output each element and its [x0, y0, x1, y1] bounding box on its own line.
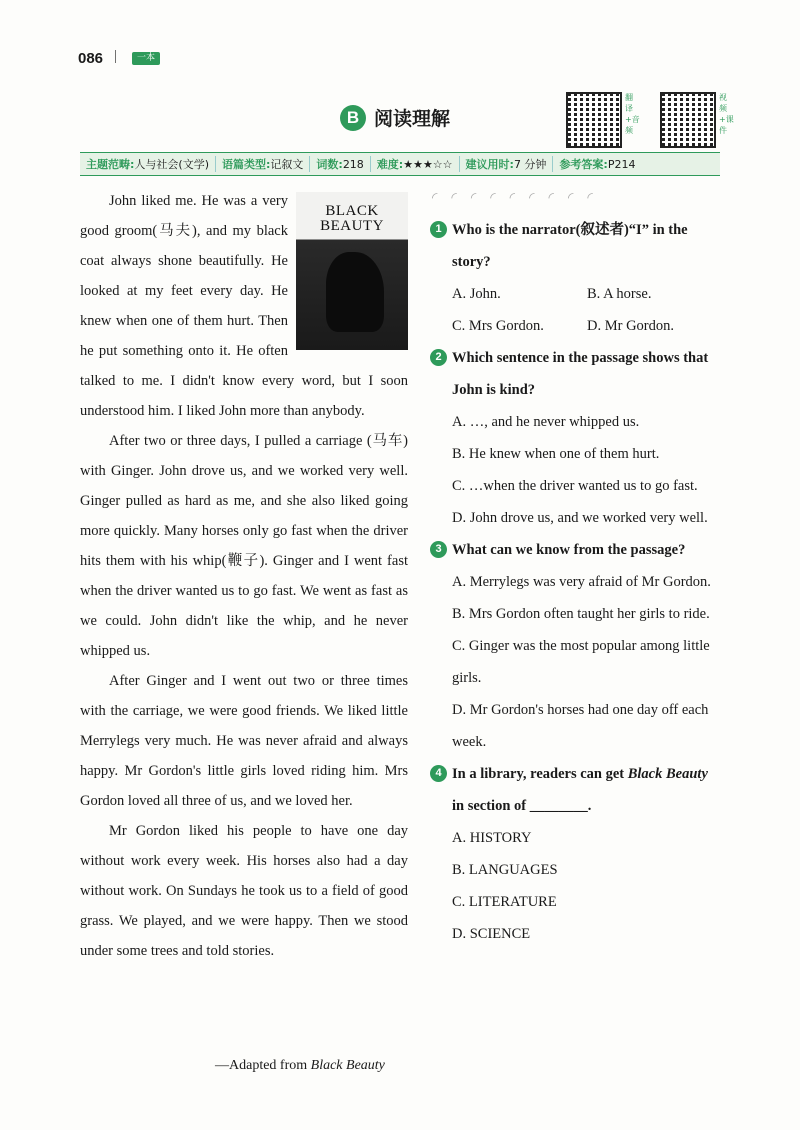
- section-title: 阅读理解: [374, 108, 451, 130]
- book-cover-image: [296, 192, 408, 350]
- page-number: 086: [78, 50, 104, 67]
- meta-genre: 语篇类型:记叙文: [216, 156, 310, 172]
- option[interactable]: B. He knew when one of them hurt.: [452, 446, 660, 462]
- meta-bar: [80, 152, 720, 176]
- option[interactable]: B. A horse.: [587, 286, 652, 302]
- option[interactable]: D. Mr Gordon's horses had one day off each week.: [452, 702, 709, 750]
- option[interactable]: C. Ginger was the most popular among little girls.: [452, 638, 710, 686]
- section-badge: B: [340, 105, 366, 131]
- paragraph: After two or three days, I pulled a carriage (马车) with Ginger. John drove us, and we worked very well. Ginger pulled as hard as me, and she also liked going more quickly. Many horses only go fast when the driver hits them with his whip(鞭子). Ginger and I went fast when the driver wanted us to go fast. We went as fast as we could. John didn't like the whip, and he never whipped us.: [80, 433, 408, 659]
- header-separator: |: [114, 48, 118, 64]
- option[interactable]: C. LITERATURE: [452, 894, 557, 910]
- option[interactable]: B. LANGUAGES: [452, 862, 558, 878]
- book-logo: 一本: [132, 52, 160, 65]
- option[interactable]: A. Merrylegs was very afraid of Mr Gordon.: [452, 574, 711, 590]
- question-text: Who is the narrator(叙述者)“I” in the story?: [452, 222, 688, 270]
- paragraph: Mr Gordon liked his people to have one day without work every week. His horses also had a day without work. On Sundays he took us to a field of good grass. We played, and we were happy. Then we stood under some trees and told stories.: [80, 823, 408, 959]
- meta-answer: 参考答案:P214: [559, 158, 636, 171]
- question-4: 4 In a library, readers can get Black Beauty in section of ________. A. HISTORY B. LANGUAGES C. LITERATURE D. SCIENCE: [430, 758, 722, 950]
- decorative-dots: ◜◜◜◜◜◜◜◜◜: [432, 190, 607, 206]
- qr-block-1[interactable]: [566, 92, 640, 148]
- question-text: Which sentence in the passage shows that John is kind?: [452, 350, 709, 398]
- question-text: What can we know from the passage?: [452, 542, 686, 558]
- questions: [430, 214, 722, 950]
- qr-block-2[interactable]: [660, 92, 734, 148]
- question-text: In a library, readers can get Black Beauty in section of ________.: [452, 766, 708, 814]
- meta-wordcount: 词数:218: [310, 156, 370, 172]
- option[interactable]: C. …when the driver wanted us to go fast.: [452, 478, 698, 494]
- qr-code-icon[interactable]: [566, 92, 622, 148]
- option[interactable]: D. Mr Gordon.: [587, 318, 674, 334]
- option[interactable]: A. HISTORY: [452, 830, 532, 846]
- meta-topic: 主题范畴:人与社会(文学): [80, 156, 216, 172]
- horse-illustration: [326, 252, 384, 332]
- option[interactable]: A. …, and he never whipped us.: [452, 414, 640, 430]
- option[interactable]: C. Mrs Gordon.: [452, 318, 544, 334]
- paragraph: John liked me. He was a very good groom(马夫), and my black coat always shone beautifully. He looked at my feet every day. He knew when one of them hurt. Then he put something onto it. He often talked to me. I didn't know every word, but I soon understood him. I liked John more than anybody.: [80, 193, 408, 419]
- book-cover-title: BLACK BEAUTY: [320, 203, 384, 234]
- meta-difficulty: 难度:★★★☆☆: [371, 156, 460, 172]
- question-2: 2 Which sentence in the passage shows that John is kind? A. …, and he never whipped us. B. He knew when one of them hurt. C. …when the driver wanted us to go fast. D. John drove us, and we worked very well.: [430, 342, 722, 534]
- option[interactable]: A. John.: [452, 286, 501, 302]
- question-1: 1 Who is the narrator(叙述者)“I” in the story? A. John. B. A horse. C. Mrs Gordon. D. Mr Gordon.: [430, 214, 722, 342]
- meta-time: 建议用时:7 分钟: [460, 156, 554, 172]
- qr-label-2: 视频+课件: [719, 93, 734, 135]
- question-3: 3 What can we know from the passage? A. Merrylegs was very afraid of Mr Gordon. B. Mrs Gordon often taught her girls to ride. C. Ginger was the most popular among little girls. D. Mr Gordon's horses had one day off each week.: [430, 534, 722, 758]
- option[interactable]: D. SCIENCE: [452, 926, 531, 942]
- paragraph: After Ginger and I went out two or three times with the carriage, we were good friends. We liked little Merrylegs very much. He was never afraid and always happy. Mr Gordon's little girls loved riding him. Mrs Gordon loved all three of us, and we loved her.: [80, 673, 408, 809]
- qr-code-icon[interactable]: [660, 92, 716, 148]
- option[interactable]: D. John drove us, and we worked very well.: [452, 510, 708, 526]
- qr-label-1: 翻译+音频: [625, 93, 640, 135]
- option[interactable]: B. Mrs Gordon often taught her girls to ride.: [452, 606, 710, 622]
- reading-passage: [80, 186, 408, 966]
- section-heading: [340, 104, 450, 131]
- source-credit: —Adapted from Black Beauty: [215, 1058, 385, 1073]
